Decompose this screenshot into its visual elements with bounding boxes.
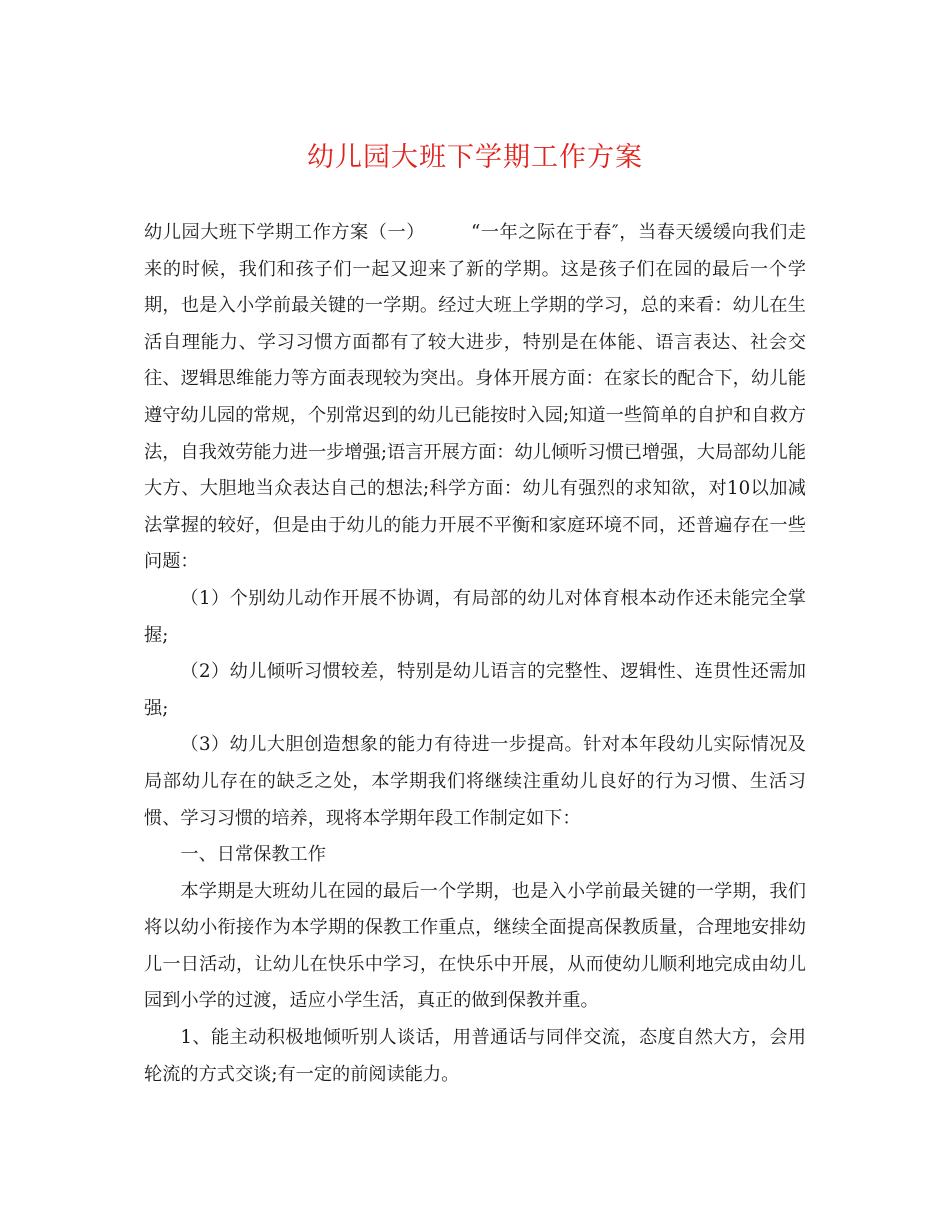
issue-paragraph-3: （3）幼儿大胆创造想象的能力有待进一步提高。针对本年段幼儿实际情况及局部幼儿存在的缺乏之处，本学期我们将继续注重幼儿良好的行为习惯、生活习惯、学习习惯的培养，现将本学期年段工作制定如下： [144,734,806,829]
document-body [144,215,806,1093]
issue-paragraph-1: （1）个别幼儿动作开展不协调，有局部的幼儿对体育根本动作还未能完全掌握; [144,587,806,646]
list-item-1: 1、能主动积极地倾听别人谈话，用普通话与同伴交流，态度自然大方，会用轮流的方式交谈;有一定的前阅读能力。 [144,1027,806,1085]
intro-text: “一年之际在于春″，当春天缓缓向我们走来的时候，我们和孩子们一起又迎来了新的学期。这是孩子们在园的最后一个学期，也是入小学前最关键的一学期。经过大班上学期的学习，总的来看：幼儿在生活自理能力、学习习惯方面都有了较大进步，特别是在体能、语言表达、社会交往、逻辑思维能力等方面表现较为突出。身体开展方面：在家长的配合下，幼儿能遵守幼儿园的常规，个别常迟到的幼儿已能按时入园;知道一些简单的自护和自救方法，自我效劳能力进一步增强;语言开展方面：幼儿倾听习惯已增强，大局部幼儿能大方、大胆地当众表达自己的想法;科学方面：幼儿有强烈的求知欲，对10以加减法掌握的较好，但是由于幼儿的能力开展不平衡和家庭环境不同，还普遍存在一些问题： [144,222,806,573]
section-paragraph-1: 本学期是大班幼儿在园的最后一个学期，也是入小学前最关键的一学期，我们将以幼小衔接作为本学期的保教工作重点，继续全面提高保教质量，合理地安排幼儿一日活动，让幼儿在快乐中学习，在快乐中开展，从而使幼儿顺利地完成由幼儿园到小学的过渡，适应小学生活，真正的做到保教并重。 [144,880,806,1012]
document-title: 幼儿园大班下学期工作方案 [307,142,643,173]
intro-heading: 幼儿园大班下学期工作方案（一） [144,222,425,243]
intro-paragraph [144,215,806,581]
section-heading-1: 一、日常保教工作 [180,844,326,866]
issue-paragraph-2: （2）幼儿倾听习惯较差，特别是幼儿语言的完整性、逻辑性、连贯性还需加强; [144,661,806,719]
